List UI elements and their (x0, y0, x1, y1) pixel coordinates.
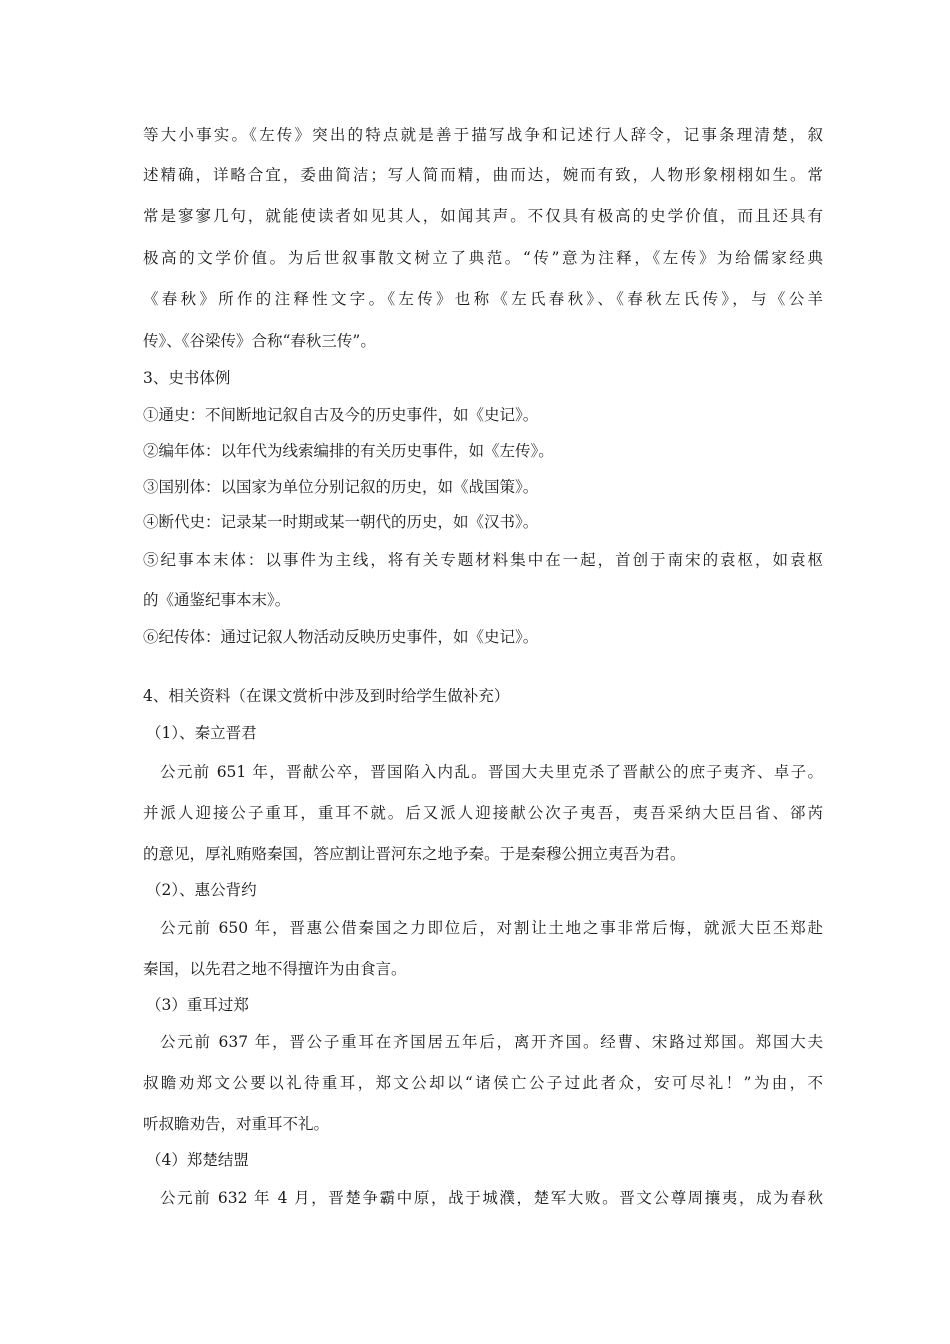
list-item: ③国别体：以国家为单位分别记叙的历史，如《战国策》。 (143, 478, 539, 496)
list-item: ⑥纪传体：通过记叙人物活动反映历史事件，如《史记》。 (143, 628, 539, 646)
section-heading: 3、史书体例 (143, 369, 231, 387)
paragraph-line: 公元前 632 年 4 月，晋楚争霸中原，战于城濮，楚军大败。晋文公尊周攘夷，成为春秋 (160, 1189, 823, 1207)
list-item: 的《通鉴纪事本末》。 (143, 591, 291, 609)
paragraph-line: 并派人迎接公子重耳，重耳不就。后又派人迎接献公次子夷吾，夷吾采纳大臣吕省、郤芮 (143, 804, 823, 822)
paragraph-line: 公元前 650 年，晋惠公借秦国之力即位后，对割让土地之事非常后悔，就派大臣丕郑赴 (160, 919, 823, 937)
paragraph-line: 公元前 651 年，晋献公卒，晋国陷入内乱。晋国大夫里克杀了晋献公的庶子夷齐、卓子。 (160, 763, 823, 781)
paragraph-line: 《春秋》所作的注释性文字。《左传》也称《左氏春秋》、《春秋左氏传》，与《公羊 (143, 290, 823, 308)
list-item: ⑤纪事本末体：以事件为主线，将有关专题材料集中在一起，首创于南宋的袁枢，如袁枢 (143, 551, 823, 569)
paragraph-line: 常是寥寥几句，就能使读者如见其人，如闻其声。不仅具有极高的史学价值，而且还具有 (143, 207, 823, 225)
paragraph-line: 叔瞻劝郑文公要以礼待重耳，郑文公却以“诸侯亡公子过此者众，安可尽礼！”为由，不 (143, 1074, 823, 1092)
subsection-heading: （3）重耳过郑 (146, 996, 249, 1014)
paragraph-line: 的意见，厚礼贿赂秦国，答应割让晋河东之地予秦。于是秦穆公拥立夷吾为君。 (143, 845, 686, 863)
paragraph-line: 听叔瞻劝告，对重耳不礼。 (143, 1115, 330, 1133)
subsection-heading: （2）、惠公背约 (146, 881, 257, 899)
paragraph-line: 等大小事实。《左传》突出的特点就是善于描写战争和记述行人辞令，记事条理清楚，叙 (143, 126, 823, 144)
list-item: ②编年体：以年代为线索编排的有关历史事件，如《左传》。 (143, 442, 554, 460)
list-item: ④断代史：记录某一时期或某一朝代的历史，如《汉书》。 (143, 513, 539, 531)
paragraph-line: 传》、《谷梁传》合称“春秋三传”。 (143, 332, 376, 350)
list-item: ①通史：不间断地记叙自古及今的历史事件，如《史记》。 (143, 406, 539, 424)
subsection-heading: （1）、秦立晋君 (146, 724, 257, 742)
paragraph-line: 公元前 637 年，晋公子重耳在齐国居五年后，离开齐国。经曹、宋路过郑国。郑国大夫 (160, 1033, 823, 1051)
section-heading: 4、相关资料（在课文赏析中涉及到时给学生做补充） (143, 687, 510, 705)
paragraph-line: 极高的文学价值。为后世叙事散文树立了典范。“传”意为注释，《左传》为给儒家经典 (143, 249, 823, 267)
subsection-heading: （4）郑楚结盟 (146, 1151, 249, 1169)
paragraph-line: 秦国，以先君之地不得擅许为由食言。 (143, 960, 407, 978)
paragraph-line: 述精确，详略合宜，委曲简洁；写人简而精，曲而达，婉而有致，人物形象栩栩如生。常 (143, 166, 823, 184)
